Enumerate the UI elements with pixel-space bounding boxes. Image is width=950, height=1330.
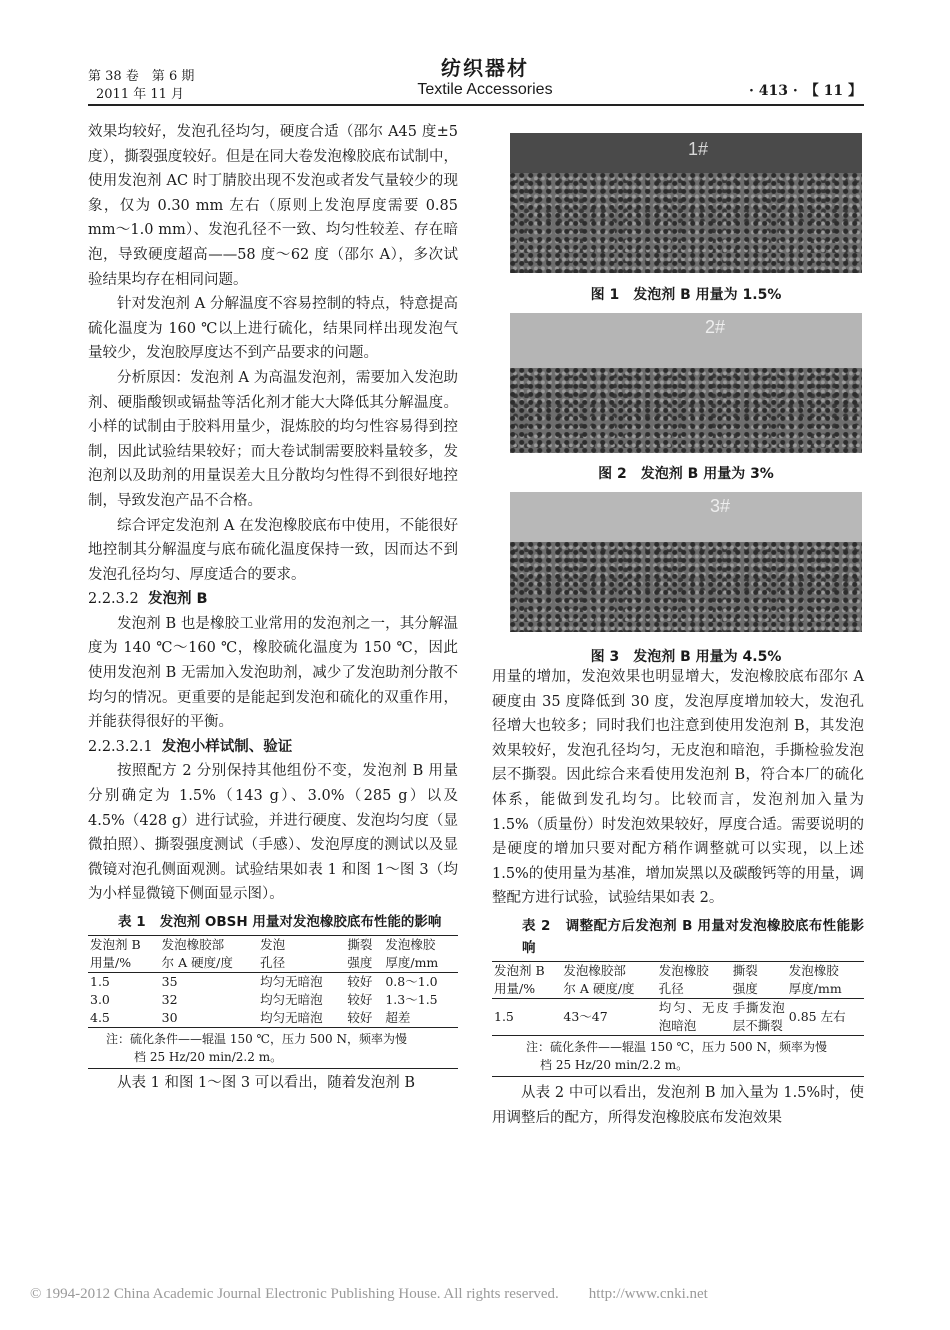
table1-caption (88, 911, 458, 933)
table-header-cell: 发泡橡胶部 尔 A 硬度/度 (563, 962, 635, 996)
paragraph: 效果均较好，发泡孔径均匀，硬度合适（邵尔 A45 度±5 度），撕裂强度较好。但是在同大卷发泡橡胶底布试制中，使用发泡剂 AC 时丁腈胶出现不发泡或者发气量较少的现象，仅为 0.30 mm 左右（原则上发泡厚度需要 0.85 mm～1.0 mm）、发泡孔径不一致、均匀性较差、存在暗泡，导致硬度超高——58 度～62 度（邵尔 A），多次试验结果均存在相同问题。 (88, 124, 458, 288)
section-number: 2.2.3.2 (88, 591, 139, 608)
table-title: 发泡剂 OBSH 用量对发泡橡胶底布性能的影响 (159, 914, 442, 930)
left-column (88, 120, 458, 1096)
table-cell: 均匀无暗泡 (260, 974, 323, 989)
table1-note (88, 1030, 458, 1069)
journal-issue-info (88, 68, 194, 104)
table-cell: 32 (161, 992, 178, 1007)
table-cell: 均匀、无皮泡暗泡 (658, 999, 729, 1033)
issue-date: 2011 年 11 月 (96, 87, 185, 102)
subsection-heading (88, 735, 458, 760)
header-divider (88, 104, 864, 106)
table-cell: 1.5 (90, 974, 110, 989)
table1 (88, 935, 458, 1028)
paragraph: 综合评定发泡剂 A 在发泡橡胶底布中使用，不能很好地控制其分解温度与底布硫化温度保持一致，因而达不到发泡孔径均匀、厚度适合的要求。 (88, 517, 458, 583)
paragraph: 用量的增加，发泡效果也明显增大，发泡橡胶底布邵尔 A 硬度由 35 度降低到 30 度，发泡厚度增加较大，发泡孔径增大也较多；同时我们也注意到使用发泡剂 B，其发泡效果较好，发泡孔径均匀，无皮泡和暗泡，手撕检验发泡层不撕裂。因此综合来看使用发泡剂 B，符合本厂的硫化体系，能做到发孔均匀。比较而言，发泡剂加入量为 1.5%（质量份）时发泡效果较好，厚度合适。需要说明的是硬度的增加只要对配方稍作调整就可以实现，以上述 1.5%的使用量为基准，增加炭黑以及碳酸钙等的用量，调整配方进行试验，试验结果如表 2。 (492, 669, 864, 907)
journal-masthead (360, 56, 610, 100)
figure-3-caption: 图 3 发泡剂 B 用量为 4.5% (590, 649, 782, 665)
journal-logo: 纺织器材 (441, 56, 529, 80)
figure-mark: 3# (710, 496, 731, 516)
table-cell: 手撕发泡层不撕裂 (732, 999, 785, 1033)
table-cell: 较好 (347, 992, 373, 1007)
table-header-cell: 发泡橡胶 厚度/mm (385, 937, 439, 970)
table-header-cell: 发泡 孔径 (260, 937, 286, 970)
table2-caption (492, 915, 864, 959)
note-line: 注：硫化条件——辊温 150 ℃，压力 500 N，频率为慢 (526, 1039, 827, 1054)
note-line: 注：硫化条件——辊温 150 ℃，压力 500 N，频率为慢 (106, 1032, 407, 1046)
copyright-footer: © 1994-2012 China Academic Journal Electronic Publishing House. All rights reserved. http://www.cnki.net (30, 1286, 708, 1302)
table-cell: 43～47 (563, 1008, 608, 1024)
figure-1-caption: 图 1 发泡剂 B 用量为 1.5% (590, 287, 782, 303)
figure-1-image (510, 133, 862, 273)
table-cell: 35 (161, 974, 178, 989)
note-line: 档 25 Hz/20 min/2.2 m。 (134, 1050, 283, 1064)
paragraph: 分析原因：发泡剂 A 为高温发泡剂，需要加入发泡助剂、硬脂酸钡或镉盐等活化剂才能大大降低其分解温度。小样的试制由于胶料用量少，混炼胶的均匀性容易得到控制，因此试验结果较好；而大卷试制需要胶料量较多，发泡剂以及助剂的用量误差大且分散均匀性得不到很好地控制，导致发泡产品不合格。 (88, 369, 458, 509)
table-header-cell: 发泡剂 B 用量/% (90, 937, 141, 970)
section-heading (88, 587, 458, 612)
figure-2-caption: 图 2 发泡剂 B 用量为 3% (598, 466, 774, 482)
figure-2-image (510, 313, 862, 453)
table2-note (492, 1038, 864, 1077)
table-header-row (88, 936, 458, 973)
table-cell: 较好 (347, 1010, 373, 1025)
table-row (88, 1009, 458, 1028)
table-title: 调整配方后发泡剂 B 用量对发泡橡胶底布性能影响 (522, 917, 864, 956)
table-row (492, 998, 864, 1035)
table-cell: 较好 (347, 974, 373, 989)
figure-mark: 2# (705, 317, 726, 337)
table-header-cell: 发泡橡胶 孔径 (658, 962, 709, 996)
paragraph: 按照配方 2 分别保持其他组份不变，发泡剂 B 用量分别确定为 1.5%（143 g）、3.0%（285 g）以及 4.5%（428 g）进行试验，并进行硬度、发泡均匀度（显微拍照）、撕裂强度测试（手感）、发泡厚度的测试以及显微镜对泡孔侧面观测。试验结果如表 1 和图 1～图 3（均为小样显微镜下侧面显示图）。 (88, 763, 458, 903)
table-header-cell: 发泡剂 B 用量/% (494, 962, 545, 996)
table-cell: 0.85 左右 (788, 1008, 846, 1024)
table-cell: 30 (161, 1010, 178, 1025)
page-number: · 413 · 【 11 】 (749, 83, 862, 99)
table-cell: 均匀无暗泡 (260, 992, 323, 1007)
table-cell: 超差 (385, 1010, 411, 1025)
figure-mark: 1# (688, 139, 709, 159)
paragraph: 发泡剂 B 也是橡胶工业常用的发泡剂之一，其分解温度为 140 ℃～160 ℃，橡胶硫化温度为 150 ℃，因此使用发泡剂 B 无需加入发泡助剂，减少了发泡助剂分散不均匀的情况。更重要的是能起到发泡和硫化的双重作用，并能获得很好的平衡。 (88, 615, 458, 731)
table-cell: 1.5 (494, 1008, 514, 1024)
paragraph: 针对发泡剂 A 分解温度不容易控制的特点，特意提高硫化温度为 160 ℃以上进行硫化，结果同样出现发泡气量较少，发泡胶厚度达不到产品要求的问题。 (88, 296, 458, 362)
table-cell: 3.0 (90, 992, 110, 1007)
figure-3-image (510, 492, 862, 632)
table-header-cell: 发泡橡胶 厚度/mm (788, 962, 842, 996)
paragraph: 从表 2 中可以看出，发泡剂 B 加入量为 1.5%时，使用调整后的配方，所得发泡橡胶底布发泡效果 (492, 1084, 864, 1126)
section-number: 2.2.3.2.1 (88, 738, 153, 755)
table-header-cell: 发泡橡胶部 尔 A 硬度/度 (161, 937, 233, 970)
table-number: 表 2 (522, 917, 551, 934)
table-cell: 4.5 (90, 1010, 110, 1025)
table2 (492, 961, 864, 1036)
note-line: 档 25 Hz/20 min/2.2 m。 (540, 1057, 689, 1072)
table-row (88, 991, 458, 1009)
table-number: 表 1 (118, 914, 146, 930)
section-title: 发泡小样试制、验证 (161, 738, 293, 755)
table-header-row (492, 961, 864, 998)
table-row (88, 973, 458, 992)
table-cell: 1.3～1.5 (385, 992, 438, 1007)
table-cell: 均匀无暗泡 (260, 1010, 323, 1025)
right-column (492, 665, 864, 1130)
table-header-cell: 撕裂 强度 (347, 937, 373, 970)
volume-issue: 第 38 卷 第 6 期 (88, 69, 195, 84)
table-cell: 0.8～1.0 (385, 974, 438, 989)
paragraph: 从表 1 和图 1～图 3 可以看出，随着发泡剂 B (117, 1075, 415, 1091)
table-header-cell: 撕裂 强度 (732, 962, 758, 996)
journal-english-title: Textile Accessories (417, 81, 553, 98)
section-title: 发泡剂 B (147, 591, 208, 608)
